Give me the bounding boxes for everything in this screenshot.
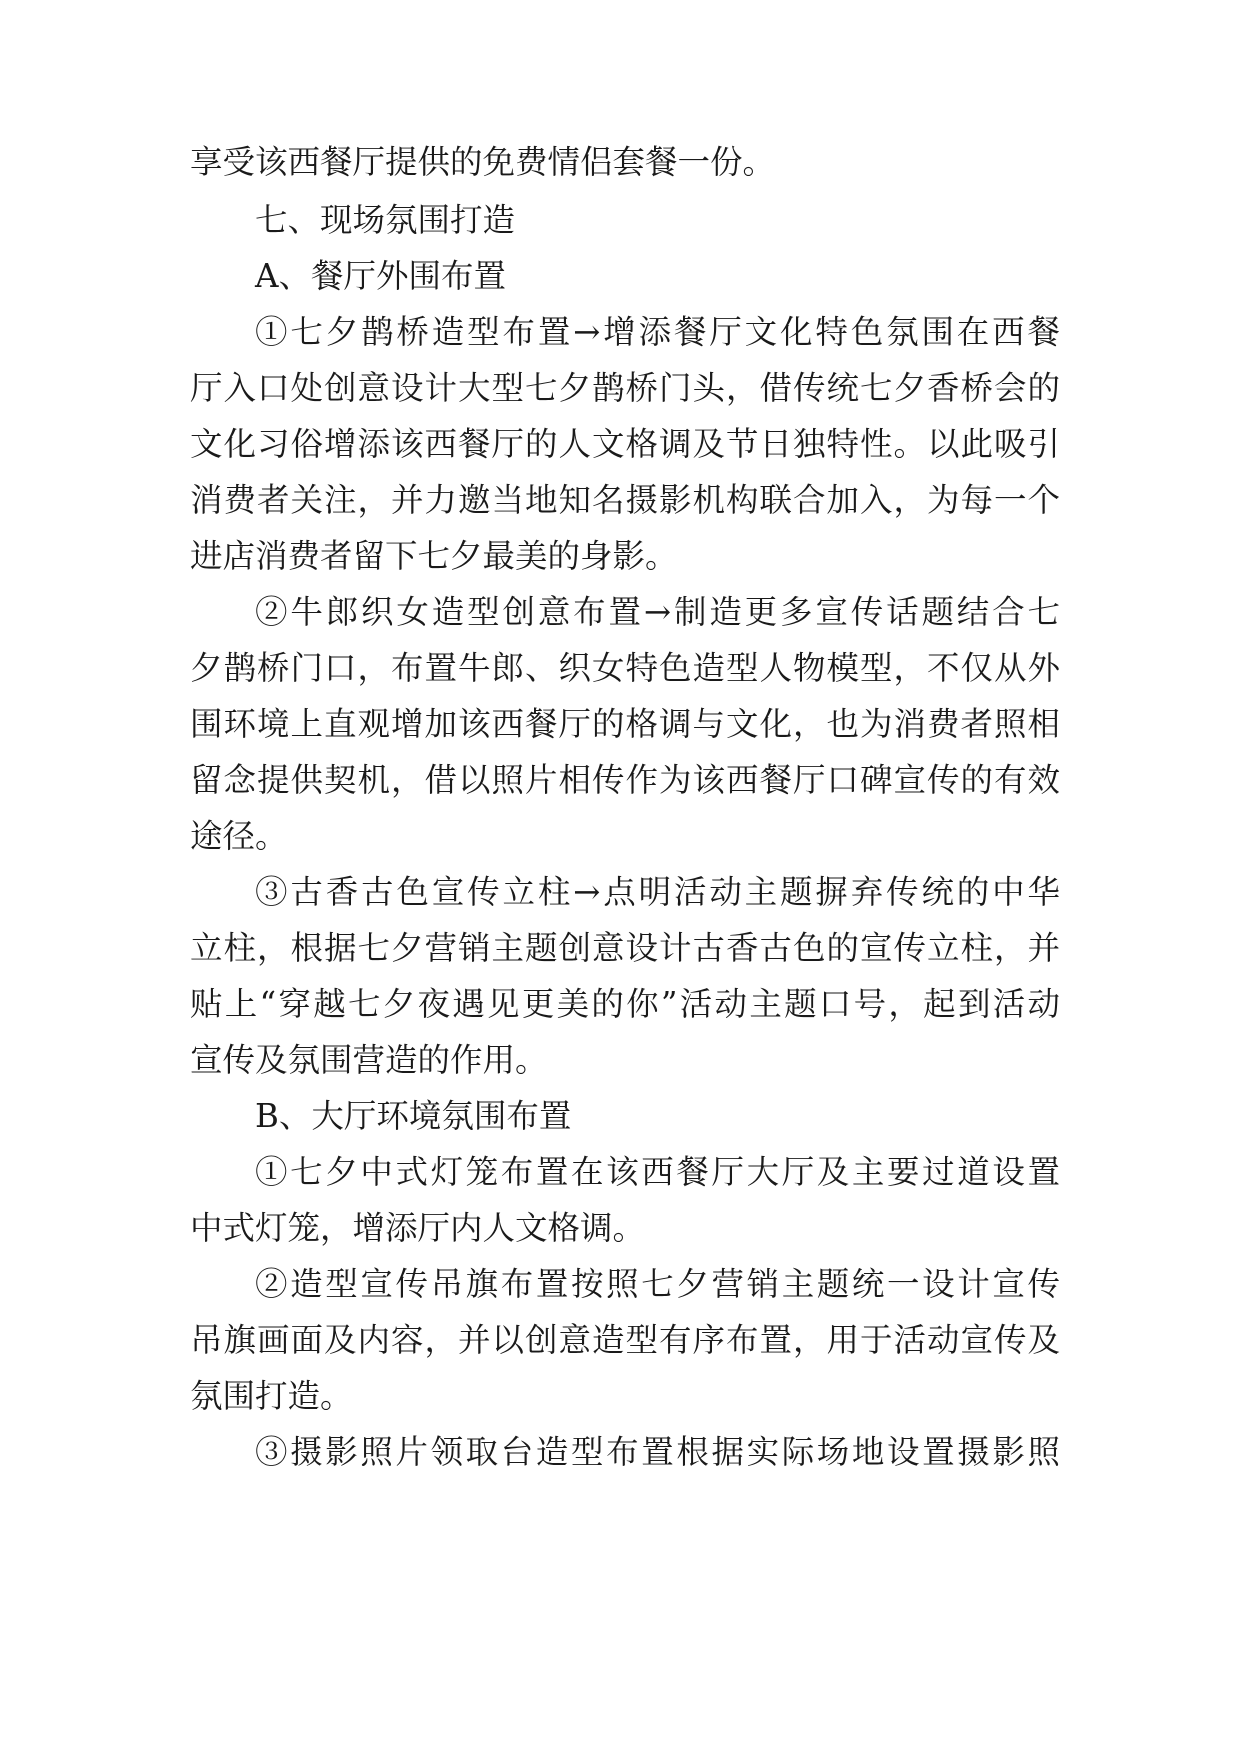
text-line: 途径。 [190, 817, 288, 855]
text-line: ②牛郎织女造型创意布置→制造更多宣传话题结合七 [255, 593, 1060, 631]
section-heading: 七、现场氛围打造 [255, 201, 516, 239]
text-line: 享受该西餐厅提供的免费情侣套餐一份。 [190, 143, 776, 181]
text-line: 夕鹊桥门口，布置牛郎、织女特色造型人物模型，不仅从外 [190, 649, 1060, 687]
text-line: 氛围打造。 [190, 1377, 353, 1415]
subsection-heading: A、餐厅外围布置 [255, 257, 506, 295]
text-line: ②造型宣传吊旗布置按照七夕营销主题统一设计宣传 [255, 1265, 1060, 1303]
text-line: 留念提供契机，借以照片相传作为该西餐厅口碑宣传的有效 [190, 761, 1060, 799]
text-line: 厅入口处创意设计大型七夕鹊桥门头，借传统七夕香桥会的 [190, 369, 1060, 407]
text-line: 进店消费者留下七夕最美的身影。 [190, 537, 678, 575]
text-line: 宣传及氛围营造的作用。 [190, 1041, 548, 1079]
text-line: 中式灯笼，增添厅内人文格调。 [190, 1209, 646, 1247]
text-line: 贴上“穿越七夕夜遇见更美的你”活动主题口号，起到活动 [190, 985, 1060, 1023]
text-line: 消费者关注，并力邀当地知名摄影机构联合加入，为每一个 [190, 481, 1060, 519]
text-line: 立柱，根据七夕营销主题创意设计古香古色的宣传立柱，并 [190, 929, 1060, 967]
text-line: ③摄影照片领取台造型布置根据实际场地设置摄影照 [255, 1433, 1060, 1471]
text-line: 围环境上直观增加该西餐厅的格调与文化，也为消费者照相 [190, 705, 1060, 743]
subsection-heading: B、大厅环境氛围布置 [255, 1097, 572, 1135]
text-line: ③古香古色宣传立柱→点明活动主题摒弃传统的中华 [255, 873, 1060, 911]
text-line: 文化习俗增添该西餐厅的人文格调及节日独特性。以此吸引 [190, 425, 1060, 463]
text-line: 吊旗画面及内容，并以创意造型有序布置，用于活动宣传及 [190, 1321, 1060, 1359]
text-line: ①七夕鹊桥造型布置→增添餐厅文化特色氛围在西餐 [255, 313, 1060, 351]
text-line: ①七夕中式灯笼布置在该西餐厅大厅及主要过道设置 [255, 1153, 1060, 1191]
